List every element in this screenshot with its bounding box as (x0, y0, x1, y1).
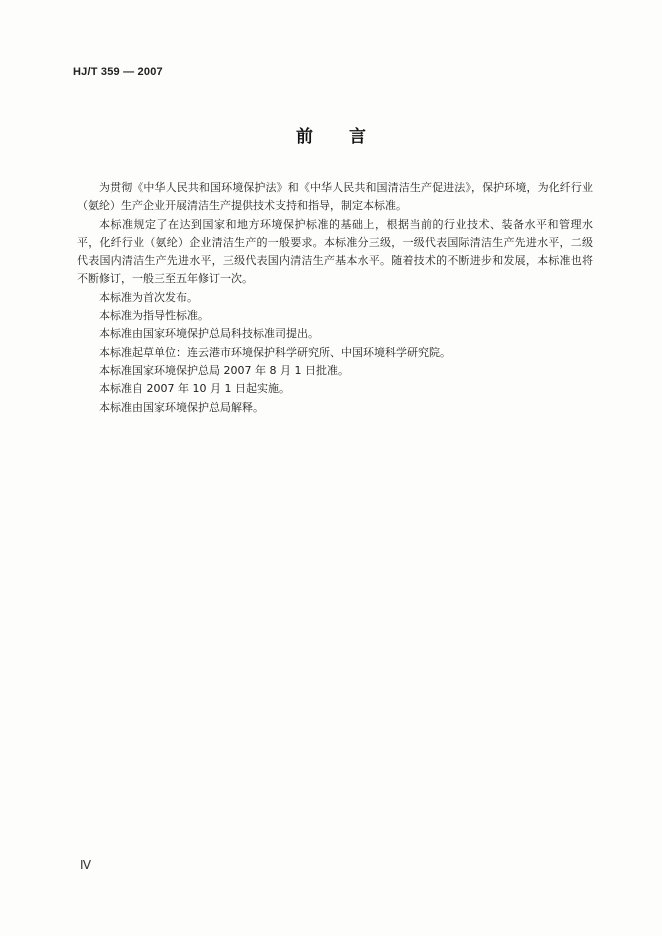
standard-code: HJ/T 359 — 2007 (73, 66, 163, 78)
foreword-body (77, 179, 593, 417)
title-char-2: 言 (349, 127, 366, 147)
paragraph: 本标准为首次发布。 (99, 290, 198, 304)
paragraph: 本标准国家环境保护总局 2007 年 8 月 1 日批准。 (99, 363, 349, 377)
paragraph: 本标准由国家环境保护总局科技标准司提出。 (99, 327, 319, 341)
paragraph: 本标准起草单位：连云港市环境保护科学研究所、中国环境科学研究院。 (99, 345, 451, 359)
page-number: Ⅳ (80, 858, 92, 872)
paragraph: 为贯彻《中华人民共和国环境保护法》和《中华人民共和国清洁生产促进法》，保护环境，为化纤行业（氨纶）生产企业开展清洁生产提供技术支持和指导，制定本标准。 (77, 181, 593, 213)
paragraph: 本标准规定了在达到国家和地方环境保护标准的基础上，根据当前的行业技术、装备水平和管理水平，化纤行业（氨纶）企业清洁生产的一般要求。本标准分三级，一级代表国际清洁生产先进水平，二级代表国内清洁生产先进水平，三级代表国内清洁生产基本水平。随着技术的不断进步和发展，本标准也将不断修订，一般三至五年修订一次。 (77, 217, 593, 286)
title-char-1: 前 (296, 127, 313, 147)
paragraph: 本标准为指导性标准。 (99, 309, 209, 323)
paragraph: 本标准由国家环境保护总局解释。 (99, 400, 264, 414)
page-title (0, 122, 662, 147)
paragraph: 本标准自 2007 年 10 月 1 日起实施。 (99, 382, 290, 396)
